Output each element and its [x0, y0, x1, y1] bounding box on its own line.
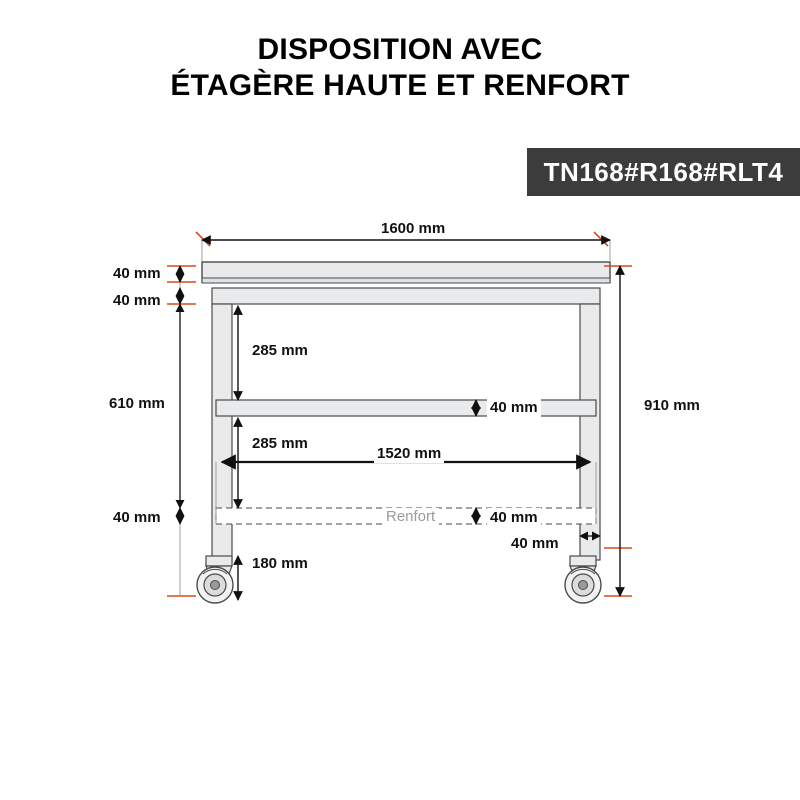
dim-label-width-1600: 1600 mm [378, 219, 448, 238]
dim-label-top-thickness: 40 mm [110, 264, 164, 283]
dim-label-caster-180: 180 mm [249, 554, 311, 573]
page-title-line2: ÉTAGÈRE HAUTE ET RENFORT [170, 69, 630, 102]
dim-label-apron-thickness: 40 mm [110, 291, 164, 310]
dim-label-renfort-thickness: 40 mm [487, 508, 541, 527]
caster-right [565, 556, 601, 603]
sku-label: TN168#R168#RLT4 [543, 156, 784, 187]
dim-label-foot-offset: 40 mm [508, 534, 562, 553]
caster-left [197, 556, 233, 603]
dim-label-inner-width-1520: 1520 mm [374, 444, 444, 463]
page-title-line1: DISPOSITION AVEC [257, 33, 543, 66]
dim-label-upper-gap: 285 mm [249, 341, 311, 360]
renfort-label: Renfort [382, 508, 439, 525]
apron-rail [212, 288, 600, 304]
dim-label-lower-gap: 285 mm [249, 434, 311, 453]
dim-label-upper-shelf-thickness: 40 mm [487, 398, 541, 417]
dim-label-610: 610 mm [106, 394, 168, 413]
dim-label-left-40: 40 mm [110, 508, 164, 527]
dim-label-total-910: 910 mm [641, 396, 703, 415]
worktop-edge [202, 278, 610, 283]
